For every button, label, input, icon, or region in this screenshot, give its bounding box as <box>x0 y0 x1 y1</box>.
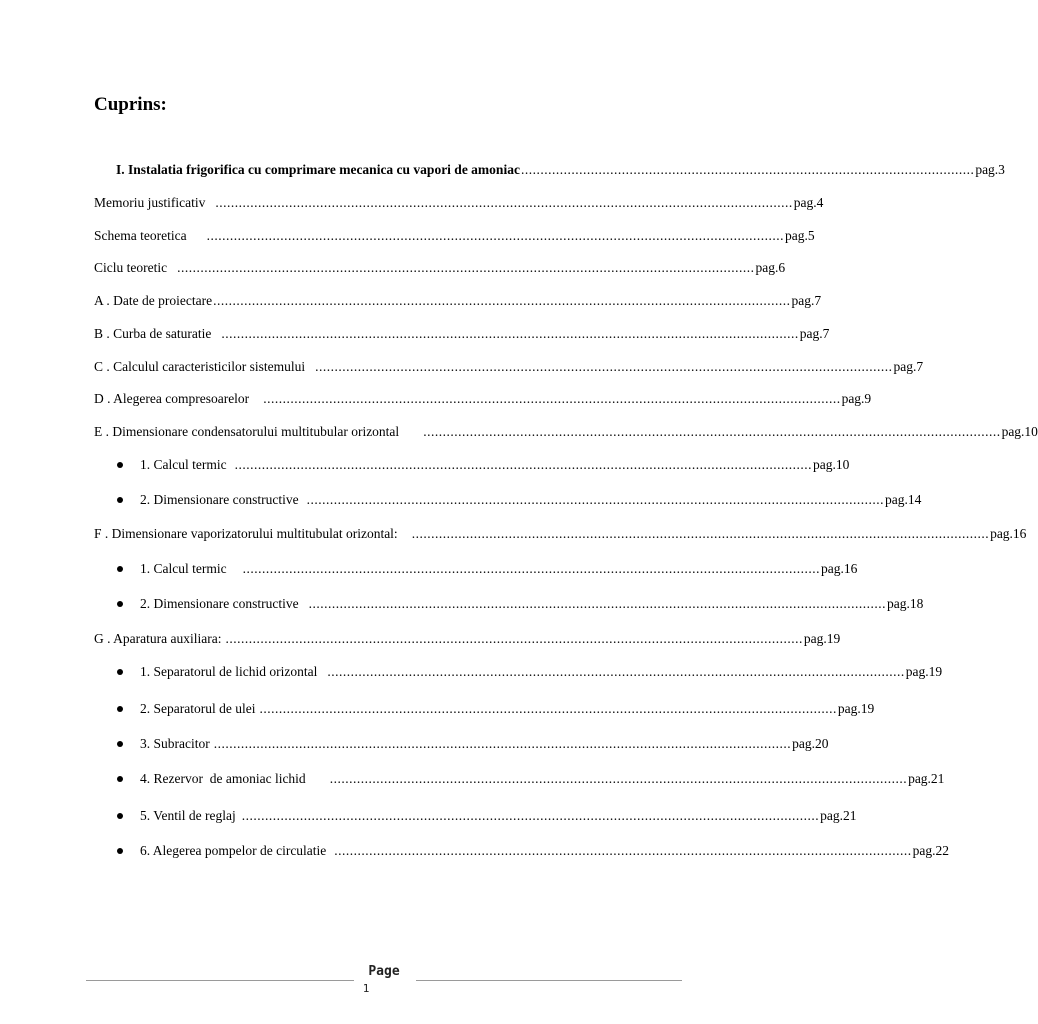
dot-leader: ..................................................................................................................................................... <box>177 260 755 275</box>
toc-entry-page: pag.5 <box>784 228 815 243</box>
toc-entry-label: 2. Dimensionare constructive <box>140 596 299 611</box>
toc-entry-g2 <box>140 700 875 718</box>
toc-entry-schema <box>94 227 815 245</box>
footer-rule-left <box>86 980 354 981</box>
toc-entry-c <box>94 358 924 376</box>
dot-leader: ..................................................................................................................................................... <box>315 359 893 374</box>
footer-rule-right <box>416 980 682 981</box>
dot-leader: ..................................................................................................................................................... <box>329 771 908 786</box>
toc-entry-page: pag.19 <box>905 664 943 679</box>
toc-entry-e <box>94 423 1038 441</box>
bullet-icon <box>117 497 123 503</box>
dot-leader: ..................................................................................................................................................... <box>263 391 841 406</box>
toc-entry-memoriu <box>94 194 824 212</box>
bullet-icon <box>117 669 123 675</box>
toc-entry-page: pag.7 <box>799 326 830 341</box>
toc-entry-label: B . Curba de saturatie <box>94 326 212 341</box>
toc-entry-b <box>94 325 830 343</box>
toc-entry-page: pag.21 <box>820 808 857 823</box>
bullet-icon <box>117 706 123 712</box>
toc-entry-label: 2. Dimensionare constructive <box>140 492 299 507</box>
toc-entry-label: E . Dimensionare condensatorului multitubular orizontal <box>94 424 400 439</box>
toc-entry-page: pag.18 <box>886 596 924 611</box>
toc-entry-f <box>94 525 1027 543</box>
toc-entry-page: pag.19 <box>837 701 875 716</box>
toc-entry-a <box>94 292 822 310</box>
toc-entry-page: pag.20 <box>792 736 829 751</box>
footer-page-number: 1 <box>362 982 370 995</box>
toc-entry-page: pag.19 <box>803 631 841 646</box>
dot-leader: ..................................................................................................................................................... <box>225 631 803 646</box>
toc-entry-label: C . Calculul caracteristicilor sistemului <box>94 359 306 374</box>
toc-entry-label: 1. Separatorul de lichid orizontal <box>140 664 318 679</box>
dot-leader: ..................................................................................................................................................... <box>241 808 820 823</box>
dot-leader: ..................................................................................................................... <box>520 162 975 177</box>
toc-entry-label: F . Dimensionare vaporizatorului multitubulat orizontal: <box>94 526 398 541</box>
bullet-icon <box>117 601 123 607</box>
toc-entry-g1 <box>140 663 943 681</box>
dot-leader: ..................................................................................................................................................... <box>423 424 1001 439</box>
bullet-icon <box>117 813 123 819</box>
toc-entry-f1 <box>140 560 858 578</box>
bullet-icon <box>117 741 123 747</box>
dot-leader: ..................................................................................................................................................... <box>327 664 905 679</box>
toc-entry-label: Ciclu teoretic <box>94 260 168 275</box>
toc-entry-page: pag.10 <box>812 457 850 472</box>
toc-entry-label: 1. Calcul termic <box>140 457 227 472</box>
toc-entry-label: 1. Calcul termic <box>140 561 227 576</box>
toc-entry-g5 <box>140 807 857 825</box>
toc-entry-ciclu <box>94 259 786 277</box>
toc-entry-g4 <box>140 770 945 788</box>
toc-entry-f2 <box>140 595 924 613</box>
toc-entry-page: pag.21 <box>908 771 945 786</box>
toc-entry-page: pag.7 <box>791 293 822 308</box>
toc-entry-e1 <box>140 456 850 474</box>
toc-entry-d <box>94 390 872 408</box>
dot-leader: ..................................................................................................................................................... <box>242 561 820 576</box>
toc-entry-label: Schema teoretica <box>94 228 187 243</box>
toc-entry-page: pag.10 <box>1001 424 1038 439</box>
dot-leader: ..................................................................................................................................................... <box>411 526 990 541</box>
toc-entry-label: G . Aparatura auxiliara: <box>94 631 222 646</box>
toc-title: Cuprins: <box>94 94 167 115</box>
toc-entry-label: Memoriu justificativ <box>94 195 206 210</box>
toc-entry-label: 5. Ventil de reglaj <box>140 808 236 823</box>
toc-entry-heading-i <box>116 161 1005 179</box>
dot-leader: ..................................................................................................................................................... <box>221 326 799 341</box>
toc-entry-label: A . Date de proiectare <box>94 293 213 308</box>
footer-page-label: Page <box>368 964 400 979</box>
dot-leader: ..................................................................................................................................................... <box>306 492 884 507</box>
toc-entry-page: pag.9 <box>841 391 872 406</box>
toc-entry-page: pag.16 <box>820 561 858 576</box>
dot-leader: ..................................................................................................................................................... <box>213 293 791 308</box>
toc-entry-g <box>94 630 841 648</box>
toc-entry-page: pag.14 <box>884 492 922 507</box>
bullet-icon <box>117 462 123 468</box>
bullet-icon <box>117 848 123 854</box>
dot-leader: ..................................................................................................................................................... <box>234 457 812 472</box>
toc-entry-label: I. Instalatia frigorifica cu comprimare mecanica cu vapori de amoniac <box>116 162 520 177</box>
toc-entry-label: 3. Subracitor <box>140 736 210 751</box>
toc-entry-page: pag.3 <box>975 162 1005 177</box>
toc-entry-g6 <box>140 842 950 860</box>
toc-entry-g3 <box>140 735 829 753</box>
dot-leader: ..................................................................................................................................................... <box>308 596 886 611</box>
bullet-icon <box>117 776 123 782</box>
toc-entry-page: pag.6 <box>755 260 786 275</box>
toc-entry-page: pag.22 <box>912 843 950 858</box>
bullet-icon <box>117 566 123 572</box>
toc-entry-page: pag.4 <box>793 195 824 210</box>
toc-entry-label: D . Alegerea compresoarelor <box>94 391 250 406</box>
toc-entry-page: pag.16 <box>990 526 1027 541</box>
dot-leader: ..................................................................................................................................................... <box>213 736 792 751</box>
toc-entry-label: 2. Separatorul de ulei <box>140 701 256 716</box>
dot-leader: ..................................................................................................................................................... <box>206 228 784 243</box>
toc-entry-label: 4. Rezervor de amoniac lichid <box>140 771 306 786</box>
toc-entry-page: pag.7 <box>893 359 924 374</box>
toc-entry-label: 6. Alegerea pompelor de circulatie <box>140 843 327 858</box>
dot-leader: ..................................................................................................................................................... <box>215 195 793 210</box>
dot-leader: ..................................................................................................................................................... <box>259 701 837 716</box>
toc-entry-e2 <box>140 491 922 509</box>
dot-leader: ..................................................................................................................................................... <box>334 843 912 858</box>
